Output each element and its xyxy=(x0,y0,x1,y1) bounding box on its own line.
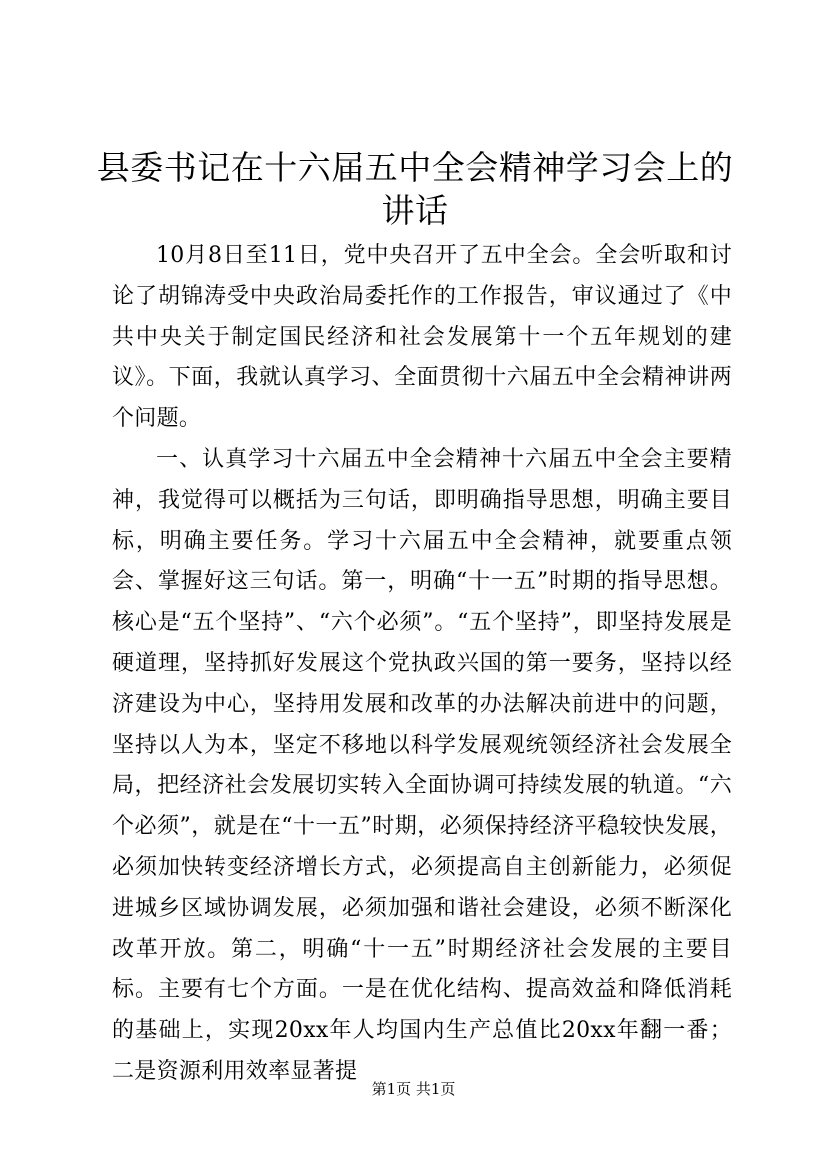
paragraph-intro: 10月8日至11日，党中央召开了五中全会。全会听取和讨论了胡锦涛受中央政治局委托作的工作报告，审议通过了《中共中央关于制定国民经济和社会发展第十一个五年规划的建议》。下面，我就认真学习、全面贯彻十六届五中全会精神讲两个问题。 xyxy=(112,243,732,432)
document-title: 县委书记在十六届五中全会精神学习会上的讲话 xyxy=(96,148,734,230)
page-number-footer: 第1页 共1页 xyxy=(371,1080,456,1098)
paragraph-section-one: 一、认真学习十六届五中全会精神十六届五中全会主要精神，我觉得可以概括为三句话，即明确指导思想，明确主要目标，明确主要任务。学习十六届五中全会精神，就要重点领会、掌握好这三句话。第一，明确“十一五”时期的指导思想。核心是“五个坚持”、“六个必须”。“五个坚持”，即坚持发展是硬道理，坚持抓好发展这个党执政兴国的第一要务，坚持以经济建设为中心，坚持用发展和改革的办法解决前进中的问题，坚持以人为本，坚定不移地以科学发展观统领经济社会发展全局，把经济社会发展切实转入全面协调可持续发展的轨道。“六个必须”，就是在“十一五”时期，必须保持经济平稳较快发展，必须加快转变经济增长方式，必须提高自主创新能力，必须促进城乡区域协调发展，必须加强和谐社会建设，必须不断深化改革开放。第二，明确“十一五”时期经济社会发展的主要目标。主要有七个方面。一是在优化结构、提高效益和降低消耗的基础上，实现20xx年人均国内生产总值比20xx年翻一番；二是资源利用效率显著提 xyxy=(112,446,732,1084)
document-body xyxy=(112,236,732,1093)
